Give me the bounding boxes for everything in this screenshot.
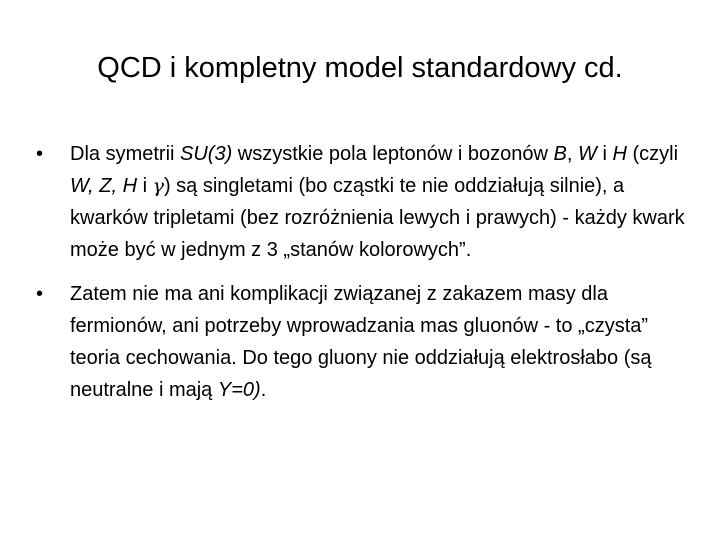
bullet-list — [36, 138, 696, 418]
text-segment: i — [137, 175, 153, 197]
slide-title: QCD i kompletny model standardowy cd. — [97, 52, 623, 84]
text-segment: ) są singletami (bo cząstki te nie oddziałują silnie), a kwarków tripletami (bez rozróżnienia lewych i prawych) - każdy kwark może być w jednym z 3 „stanów kolorowych”. — [70, 175, 685, 261]
bullet-item-1 — [36, 138, 696, 266]
text-segment: Zatem nie ma ani komplikacji związanej z zakazem masy dla fermionów, ani potrzeby wprowadzania mas gluonów - to „czysta” teoria cechowania. Do tego gluony nie oddziałują elektrosłabo (są neutralne i mają — [70, 283, 652, 401]
bullet-text-2 — [70, 283, 651, 401]
text-segment: , — [566, 143, 578, 165]
bullet-item-2 — [36, 278, 696, 406]
text-segment: i — [596, 143, 613, 165]
symmetry-group: SU(3) — [180, 143, 233, 165]
text-segment: (czyli — [626, 143, 679, 165]
text-segment: . — [260, 379, 267, 401]
bullet-text-1 — [70, 143, 685, 261]
bullet-icon: • — [36, 143, 44, 165]
boson-h: H — [612, 143, 627, 165]
boson-w: W — [578, 143, 597, 165]
photon-symbol: γ — [152, 175, 164, 197]
bosons-wzh: W, Z, H — [70, 175, 138, 197]
text-segment: Dla symetrii — [70, 143, 181, 165]
boson-b: B — [553, 143, 567, 165]
hypercharge-value: Y=0) — [217, 379, 261, 401]
bullet-icon: • — [36, 283, 44, 305]
text-segment: wszystkie pola leptonów i bozonów — [232, 143, 554, 165]
